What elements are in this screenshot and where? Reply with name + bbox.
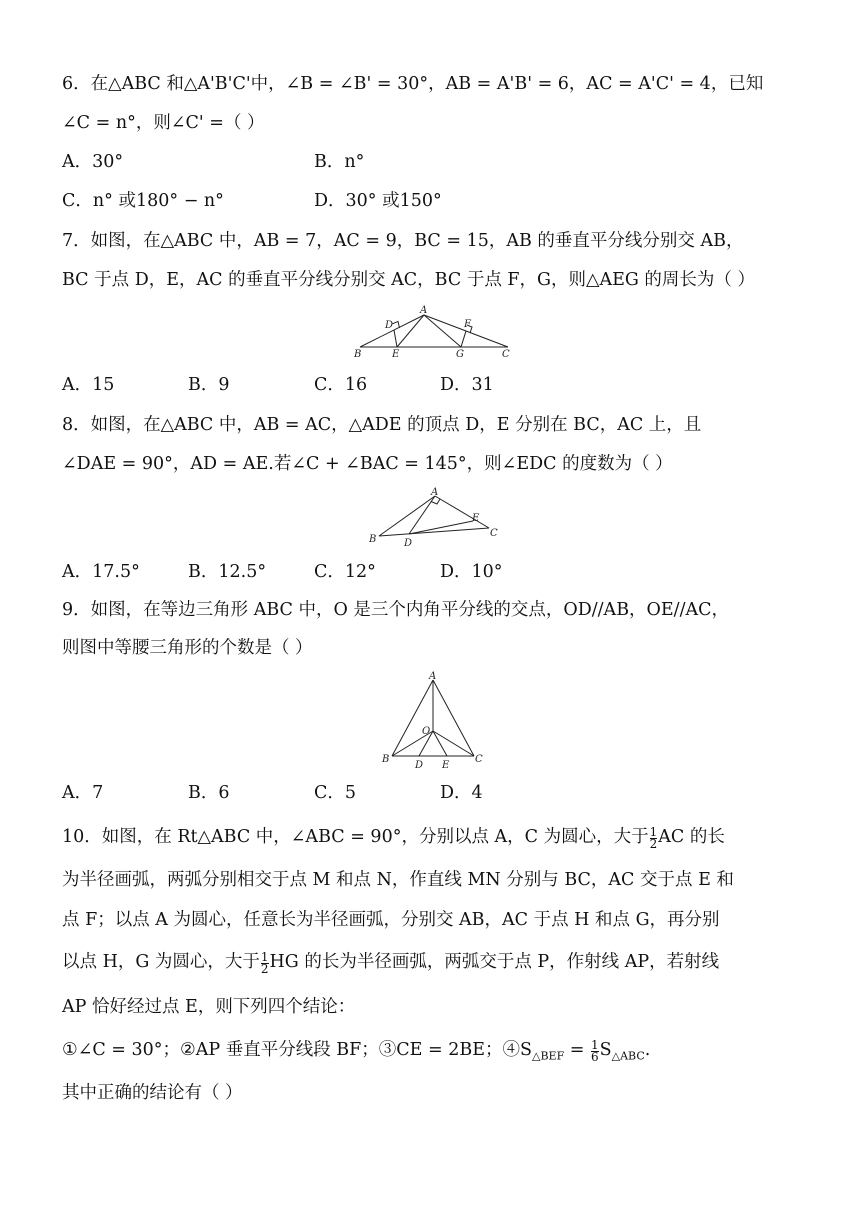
q10-frac2-den: 2 <box>260 962 269 976</box>
q7-option-a: A．15 <box>62 375 115 395</box>
q10-frac3-num: 1 <box>591 1038 599 1052</box>
q10-fraction-half-1 <box>650 827 658 850</box>
q9-stem-line1: 9．如图，在等边三角形 ABC 中，O 是三个内角平分线的交点，OD//AB，OE//AC， <box>62 600 729 620</box>
q9-label-b: B <box>382 754 390 765</box>
q10-stem-line3: 点 F；以点 A 为圆心，任意长为半径画弧，分别交 AB，AC 于点 H 和点 G，再分别 <box>62 910 720 930</box>
q9-label-e: E <box>442 760 450 771</box>
q8-stem-line2: ∠DAE = 90°，AD = AE.若∠C + ∠BAC = 145°，则∠EDC 的度数为（ ） <box>62 454 673 474</box>
q6-option-c: C．n° 或180° − n° <box>62 191 224 211</box>
q8-option-d: D．10° <box>440 562 503 582</box>
q7-stem-line1: 7．如图，在△ABC 中，AB = 7，AC = 9，BC = 15，AB 的垂直平分线分别交 AB， <box>62 231 744 251</box>
q10-frac1-num: 1 <box>649 825 658 839</box>
q7-label-a: A <box>420 305 428 316</box>
q7-figure <box>350 303 520 365</box>
q10-line1-text-b: AC 的长 <box>658 827 725 847</box>
q10-line6-end: . <box>644 1040 651 1060</box>
q6-option-b: B．n° <box>314 152 365 172</box>
q10-conclusions-line <box>62 1039 650 1068</box>
q10-sub-bef: △BEF <box>532 1049 565 1063</box>
q10-line4-text-a: 以点 H，G 为圆心，大于 <box>62 952 260 972</box>
q8-label-c: C <box>490 528 498 539</box>
q9-label-c: C <box>475 754 483 765</box>
q6-option-d: D．30° 或150° <box>314 191 442 211</box>
q10-sub-abc: △ABC <box>611 1049 645 1063</box>
q10-stem-line2: 为半径画弧，两弧分别相交于点 M 和点 N，作直线 MN 分别与 BC，AC 交于点 E 和 <box>62 870 734 890</box>
q7-option-c: C．16 <box>314 375 368 395</box>
q10-frac2-num: 1 <box>260 950 269 964</box>
q6-stem-line2: ∠C = n°，则∠C' =（ ） <box>62 113 265 133</box>
q8-option-c: C．12° <box>314 562 376 582</box>
q9-label-d: D <box>415 760 424 771</box>
q7-label-b: B <box>354 349 362 360</box>
q6-option-a: A．30° <box>62 152 124 172</box>
q10-stem-line4 <box>62 951 719 975</box>
q10-question-line: 其中正确的结论有（ ） <box>62 1083 243 1103</box>
q8-label-b: B <box>369 534 377 545</box>
q7-option-d: D．31 <box>440 375 494 395</box>
q7-label-d: D <box>385 320 394 331</box>
q10-line1-text-a: 10．如图，在 Rt△ABC 中，∠ABC = 90°，分别以点 A，C 为圆心，大于 <box>62 827 649 847</box>
q9-stem-line2: 则图中等腰三角形的个数是（ ） <box>62 638 313 658</box>
q10-frac3-den: 6 <box>591 1050 599 1064</box>
q9-option-a: A．7 <box>62 783 104 803</box>
q8-label-d: D <box>404 538 413 548</box>
q8-stem-line1: 8．如图，在△ABC 中，AB = AC，△ADE 的顶点 D，E 分别在 BC，AC 上，且 <box>62 415 702 435</box>
q10-equals: = <box>564 1040 591 1060</box>
q7-label-f: F <box>464 319 471 330</box>
q10-line6-text-b: S <box>599 1040 612 1060</box>
q8-label-e: E <box>472 513 480 524</box>
q9-label-o: O <box>422 726 431 737</box>
q10-stem-line1 <box>62 826 725 850</box>
q10-fraction-sixth <box>591 1040 599 1063</box>
q9-label-a: A <box>429 671 437 682</box>
q8-figure <box>365 486 505 552</box>
q9-option-b: B．6 <box>188 783 230 803</box>
q10-line4-text-b: HG 的长为半径画弧，两弧交于点 P，作射线 AP，若射线 <box>269 952 720 972</box>
q7-label-e: E <box>392 349 400 360</box>
q8-option-b: B．12.5° <box>188 562 267 582</box>
q6-stem-line1: 6．在△ABC 和△A'B'C'中，∠B = ∠B' = 30°，AB = A'B' = 6，AC = A'C' = 4，已知 <box>62 74 764 94</box>
q10-stem-line5: AP 恰好经过点 E，则下列四个结论： <box>62 997 356 1017</box>
q7-option-b: B．9 <box>188 375 230 395</box>
q10-frac1-den: 2 <box>649 837 658 851</box>
q10-fraction-half-2 <box>261 952 269 975</box>
q10-line6-text-a: ①∠C = 30°；②AP 垂直平分线段 BF；③CE = 2BE；④S <box>62 1040 532 1060</box>
q7-stem-line2: BC 于点 D，E，AC 的垂直平分线分别交 AC，BC 于点 F，G，则△AEG 的周长为（ ） <box>62 270 755 290</box>
q9-figure <box>378 670 490 778</box>
q9-option-d: D．4 <box>440 783 483 803</box>
q9-option-c: C．5 <box>314 783 357 803</box>
q8-option-a: A．17.5° <box>62 562 140 582</box>
q7-label-c: C <box>502 349 510 360</box>
q8-label-a: A <box>431 487 439 498</box>
q7-label-g: G <box>456 349 464 360</box>
